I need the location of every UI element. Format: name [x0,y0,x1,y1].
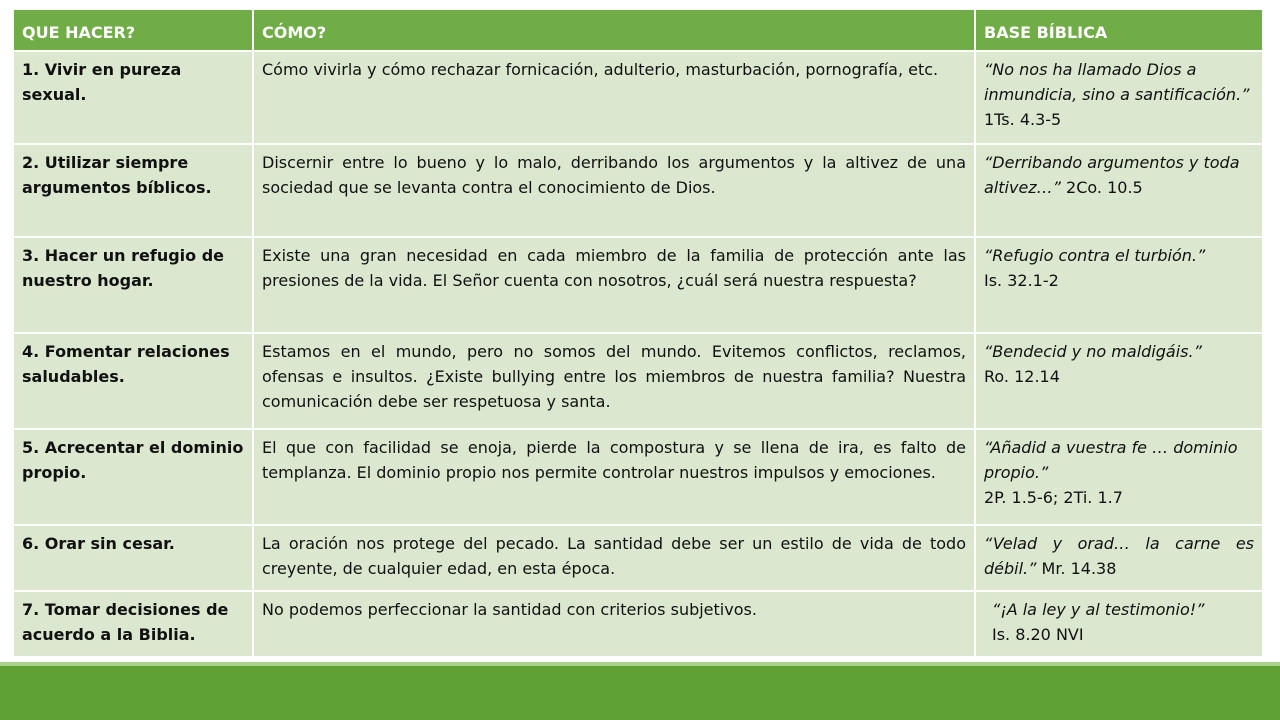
row-base-biblica [975,144,1263,237]
row-que-hacer: 1. Vivir en pureza sexual. [13,51,253,144]
verse-reference: 1Ts. 4.3-5 [984,110,1062,129]
verse-quote: “¡A la ley y al testimonio!” [992,600,1205,619]
row-que-hacer: 5. Acrecentar el dominio propio. [13,429,253,525]
row-como: Estamos en el mundo, pero no somos del mundo. Evitemos conflictos, reclamos, ofensas e insultos. ¿Existe bullying entre los miembros de nuestra familia? Nuestra comunicación debe ser respetuosa y santa. [253,333,975,429]
row-como: No podemos perfeccionar la santidad con criterios subjetivos. [253,591,975,657]
row-como: Discernir entre lo bueno y lo malo, derribando los argumentos y la altivez de una sociedad que se levanta contra el conocimiento de Dios. [253,144,975,237]
table-row [13,429,1263,525]
row-que-hacer: 2. Utilizar siempre argumentos bíblicos. [13,144,253,237]
verse-quote: “Velad y orad… la carne es débil.” [984,534,1254,578]
row-como: El que con facilidad se enoja, pierde la compostura y se llena de ira, es falto de templanza. El dominio propio nos permite controlar nuestros impulsos y emociones. [253,429,975,525]
row-que-hacer: 3. Hacer un refugio de nuestro hogar. [13,237,253,333]
table-row [13,525,1263,591]
table-row [13,51,1263,144]
verse-quote: “Derribando argumentos y toda altivez…” [984,153,1240,197]
verse-reference: Ro. 12.14 [984,367,1060,386]
verse-quote: “Bendecid y no maldigáis.” [984,342,1202,361]
row-como: Existe una gran necesidad en cada miembro de la familia de protección ante las presiones de la vida. El Señor cuenta con nosotros, ¿cuál será nuestra respuesta? [253,237,975,333]
row-como: La oración nos protege del pecado. La santidad debe ser un estilo de vida de todo creyente, de cualquier edad, en esta época. [253,525,975,591]
footer-bar [0,666,1280,720]
verse-reference: 2P. 1.5-6; 2Ti. 1.7 [984,488,1123,507]
row-base-biblica [975,51,1263,144]
header-como: CÓMO? [253,9,975,51]
row-base-biblica [975,333,1263,429]
header-que-hacer: QUE HACER? [13,9,253,51]
verse-quote: “Refugio contra el turbión.” [984,246,1206,265]
table-row [13,144,1263,237]
verse-reference: 2Co. 10.5 [1060,178,1143,197]
table-header-row [13,9,1263,51]
row-base-biblica [975,429,1263,525]
row-base-biblica [975,525,1263,591]
row-como: Cómo vivirla y cómo rechazar fornicación, adulterio, masturbación, pornografía, etc. [253,51,975,144]
verse-quote: “No nos ha llamado Dios a inmundicia, sino a santificación.” [984,60,1250,104]
row-que-hacer: 4. Fomentar relaciones saludables. [13,333,253,429]
row-que-hacer: 6. Orar sin cesar. [13,525,253,591]
table-row [13,237,1263,333]
biblical-guidance-table [12,8,1264,658]
row-base-biblica [975,591,1263,657]
table-row [13,333,1263,429]
header-base-biblica: BASE BÍBLICA [975,9,1263,51]
verse-reference: Is. 8.20 NVI [992,625,1084,644]
row-que-hacer: 7. Tomar decisiones de acuerdo a la Biblia. [13,591,253,657]
row-base-biblica [975,237,1263,333]
verse-quote: “Añadid a vuestra fe … dominio propio.” [984,438,1238,482]
verse-reference: Is. 32.1-2 [984,271,1059,290]
verse-reference: Mr. 14.38 [1036,559,1117,578]
table-row [13,591,1263,657]
